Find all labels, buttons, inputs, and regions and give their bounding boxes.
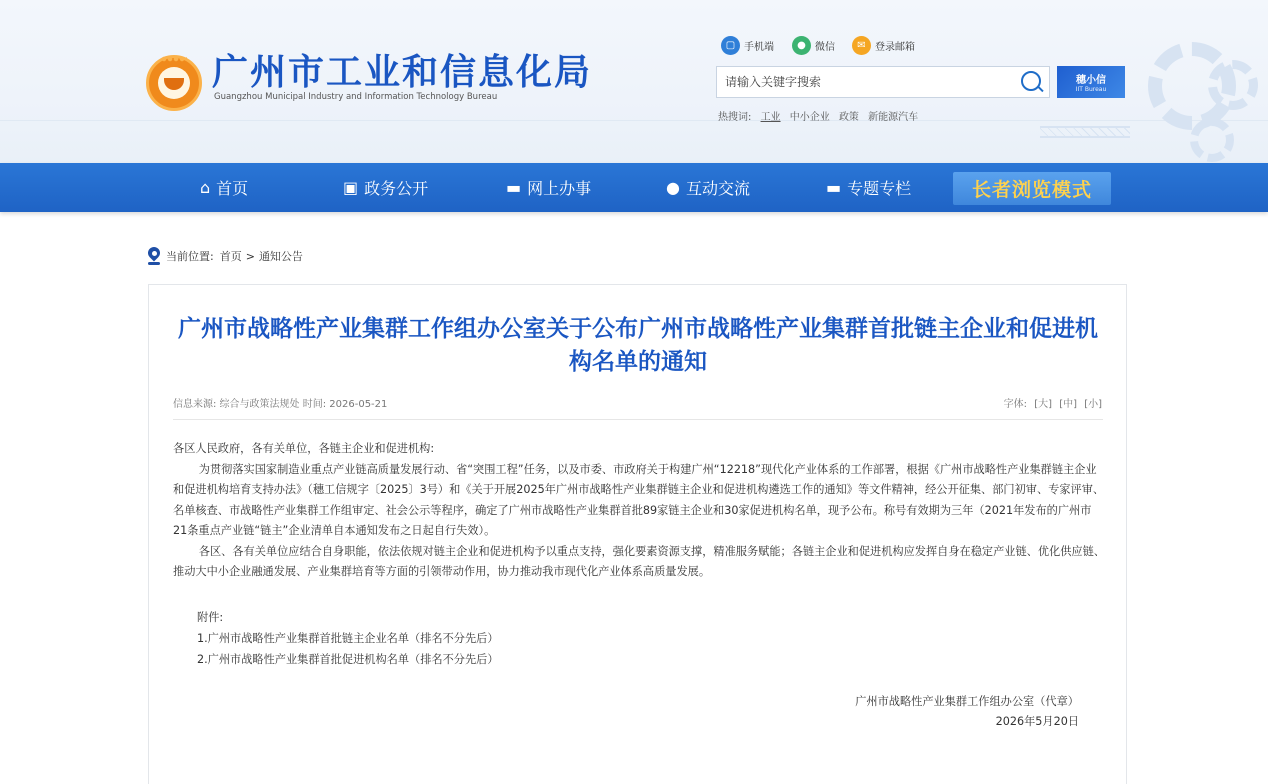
bureau-emblem-icon[interactable] bbox=[146, 55, 202, 111]
quick-link-label: 手机端 bbox=[744, 42, 774, 53]
breadcrumb-home-link[interactable]: 首页 bbox=[219, 250, 242, 263]
breadcrumb-label: 当前位置: bbox=[166, 250, 214, 263]
search-button[interactable] bbox=[1017, 69, 1045, 95]
nav-item-label: 互动交流 bbox=[685, 179, 750, 198]
nav-item-label: 专题专栏 bbox=[847, 179, 912, 198]
quick-link-wechat[interactable] bbox=[792, 36, 835, 55]
mobile-icon: ▢ bbox=[721, 36, 740, 55]
font-size-switcher bbox=[1004, 395, 1102, 410]
computer-icon: ▬ bbox=[506, 178, 522, 197]
search-box bbox=[716, 66, 1050, 98]
article-panel bbox=[148, 284, 1127, 784]
nav-item-online-services[interactable] bbox=[506, 163, 591, 212]
nav-item-label: 网上办事 bbox=[527, 179, 592, 198]
font-size-medium-button[interactable]: [中] bbox=[1059, 399, 1077, 410]
article-paragraph: 各区、各有关单位应结合自身职能，依法依规对链主企业和促进机构予以重点支持，强化要素资源支撑，精准服务赋能；各链主企业和促进机构应发挥自身在稳定产业链、优化供应链、推动大中小企业融通发展、产业集群培育等方面的引领带动作用，协力推动我市现代化产业体系高质量发展。 bbox=[173, 544, 1105, 578]
hot-word-link[interactable]: 中小企业 bbox=[789, 112, 830, 123]
article-salutation: 各区人民政府，各有关单位，各链主企业和促进机构: bbox=[173, 442, 435, 455]
gear-decoration-icon bbox=[1190, 118, 1234, 162]
signature-block bbox=[173, 692, 1105, 732]
signature-date: 2026年5月20日 bbox=[995, 714, 1079, 728]
nav-item-home[interactable] bbox=[200, 163, 248, 212]
mail-icon: ✉ bbox=[852, 36, 871, 55]
site-logo-title[interactable]: 广州市工业和信息化局 bbox=[212, 52, 593, 93]
nav-item-government-affairs[interactable] bbox=[343, 163, 428, 212]
article-paragraph: 为贯彻落实国家制造业重点产业链高质量发展行动、省“突围工程”任务，以及市委、市政府关于构建广州“12218”现代化产业体系的工作部署，根据《广州市战略性产业集群链主企业和促进机构培育支持办法》（穗工信规字〔2025〕3号）和《关于开展2025年广州市战略性产业集群链主企业和促进机构遴选工作的通知》等文件精神，经公开征集、部门初审、专家评审、名单核查、市战略性产业集群工作组审定、社会公示等程序，确定了广州市战略性产业集群首批89家链主企业和30家促进机构名单，现予公布。称号有效期为三年（2021年发布的广州市21条重点产业链“链主”企业清单自本通知发布之日起自行失效）。 bbox=[173, 462, 1105, 537]
briefcase-icon: ▣ bbox=[343, 178, 359, 197]
chat-icon: ● bbox=[666, 178, 680, 197]
quick-link-mobile[interactable] bbox=[721, 36, 774, 55]
site-logo-subtitle: Guangzhou Municipal Industry and Information Technology Bureau bbox=[214, 92, 498, 102]
hot-search-words bbox=[718, 108, 918, 123]
breadcrumb-notices-link[interactable]: 通知公告 bbox=[258, 250, 303, 263]
home-icon: ⌂ bbox=[200, 178, 211, 197]
attachment-link[interactable]: 2.广州市战略性产业集群首批促进机构名单（排名不分先后） bbox=[197, 652, 499, 666]
nav-item-label: 首页 bbox=[216, 179, 249, 198]
folder-icon: ▬ bbox=[826, 178, 842, 197]
quick-link-mail[interactable] bbox=[852, 36, 915, 55]
breadcrumb-separator: > bbox=[245, 249, 255, 263]
search-input[interactable] bbox=[717, 67, 1009, 97]
signature-issuer: 广州市战略性产业集群工作组办公室（代章） bbox=[855, 694, 1079, 708]
meta-divider bbox=[173, 419, 1103, 420]
article-body bbox=[173, 439, 1105, 732]
hot-word-link[interactable]: 新能源汽车 bbox=[868, 112, 919, 123]
nav-item-label: 政务公开 bbox=[364, 179, 429, 198]
quick-link-label: 微信 bbox=[815, 42, 835, 53]
font-size-small-button[interactable]: [小] bbox=[1084, 399, 1102, 410]
attachment-link[interactable]: 1.广州市战略性产业集群首批链主企业名单（排名不分先后） bbox=[197, 631, 499, 645]
nav-item-interaction[interactable] bbox=[666, 163, 750, 212]
main-navigation bbox=[0, 163, 1268, 212]
font-size-label: 字体: bbox=[1003, 399, 1027, 410]
location-pin-icon bbox=[147, 247, 161, 265]
attachments-label: 附件: bbox=[197, 610, 224, 624]
badge-title: 穗小信 bbox=[1076, 75, 1106, 86]
article-title: 广州市战略性产业集群工作组办公室关于公布广州市战略性产业集群首批链主企业和促进机构名单的通知 bbox=[178, 316, 1098, 375]
breadcrumb bbox=[147, 247, 303, 265]
hot-word-link[interactable]: 政策 bbox=[838, 112, 859, 123]
assistant-badge[interactable] bbox=[1057, 66, 1125, 98]
font-size-large-button[interactable]: [大] bbox=[1034, 399, 1052, 410]
elder-mode-button[interactable]: 长者浏览模式 bbox=[953, 172, 1111, 205]
badge-subtitle: IIT Bureau bbox=[1075, 86, 1107, 93]
attachments-section bbox=[173, 607, 1105, 670]
quick-link-label: 登录邮箱 bbox=[875, 42, 915, 53]
wechat-icon: ● bbox=[792, 36, 811, 55]
site-header bbox=[0, 0, 1268, 163]
bridge-decoration bbox=[1040, 126, 1130, 138]
hot-search-label: 热搜词: bbox=[718, 112, 752, 123]
hot-word-link[interactable]: 工业 bbox=[760, 112, 781, 123]
gear-decoration-icon bbox=[1208, 60, 1258, 110]
article-meta: 信息来源: 综合与政策法规处 时间: 2026-05-21 bbox=[173, 399, 388, 410]
nav-item-special-topics[interactable] bbox=[826, 163, 911, 212]
